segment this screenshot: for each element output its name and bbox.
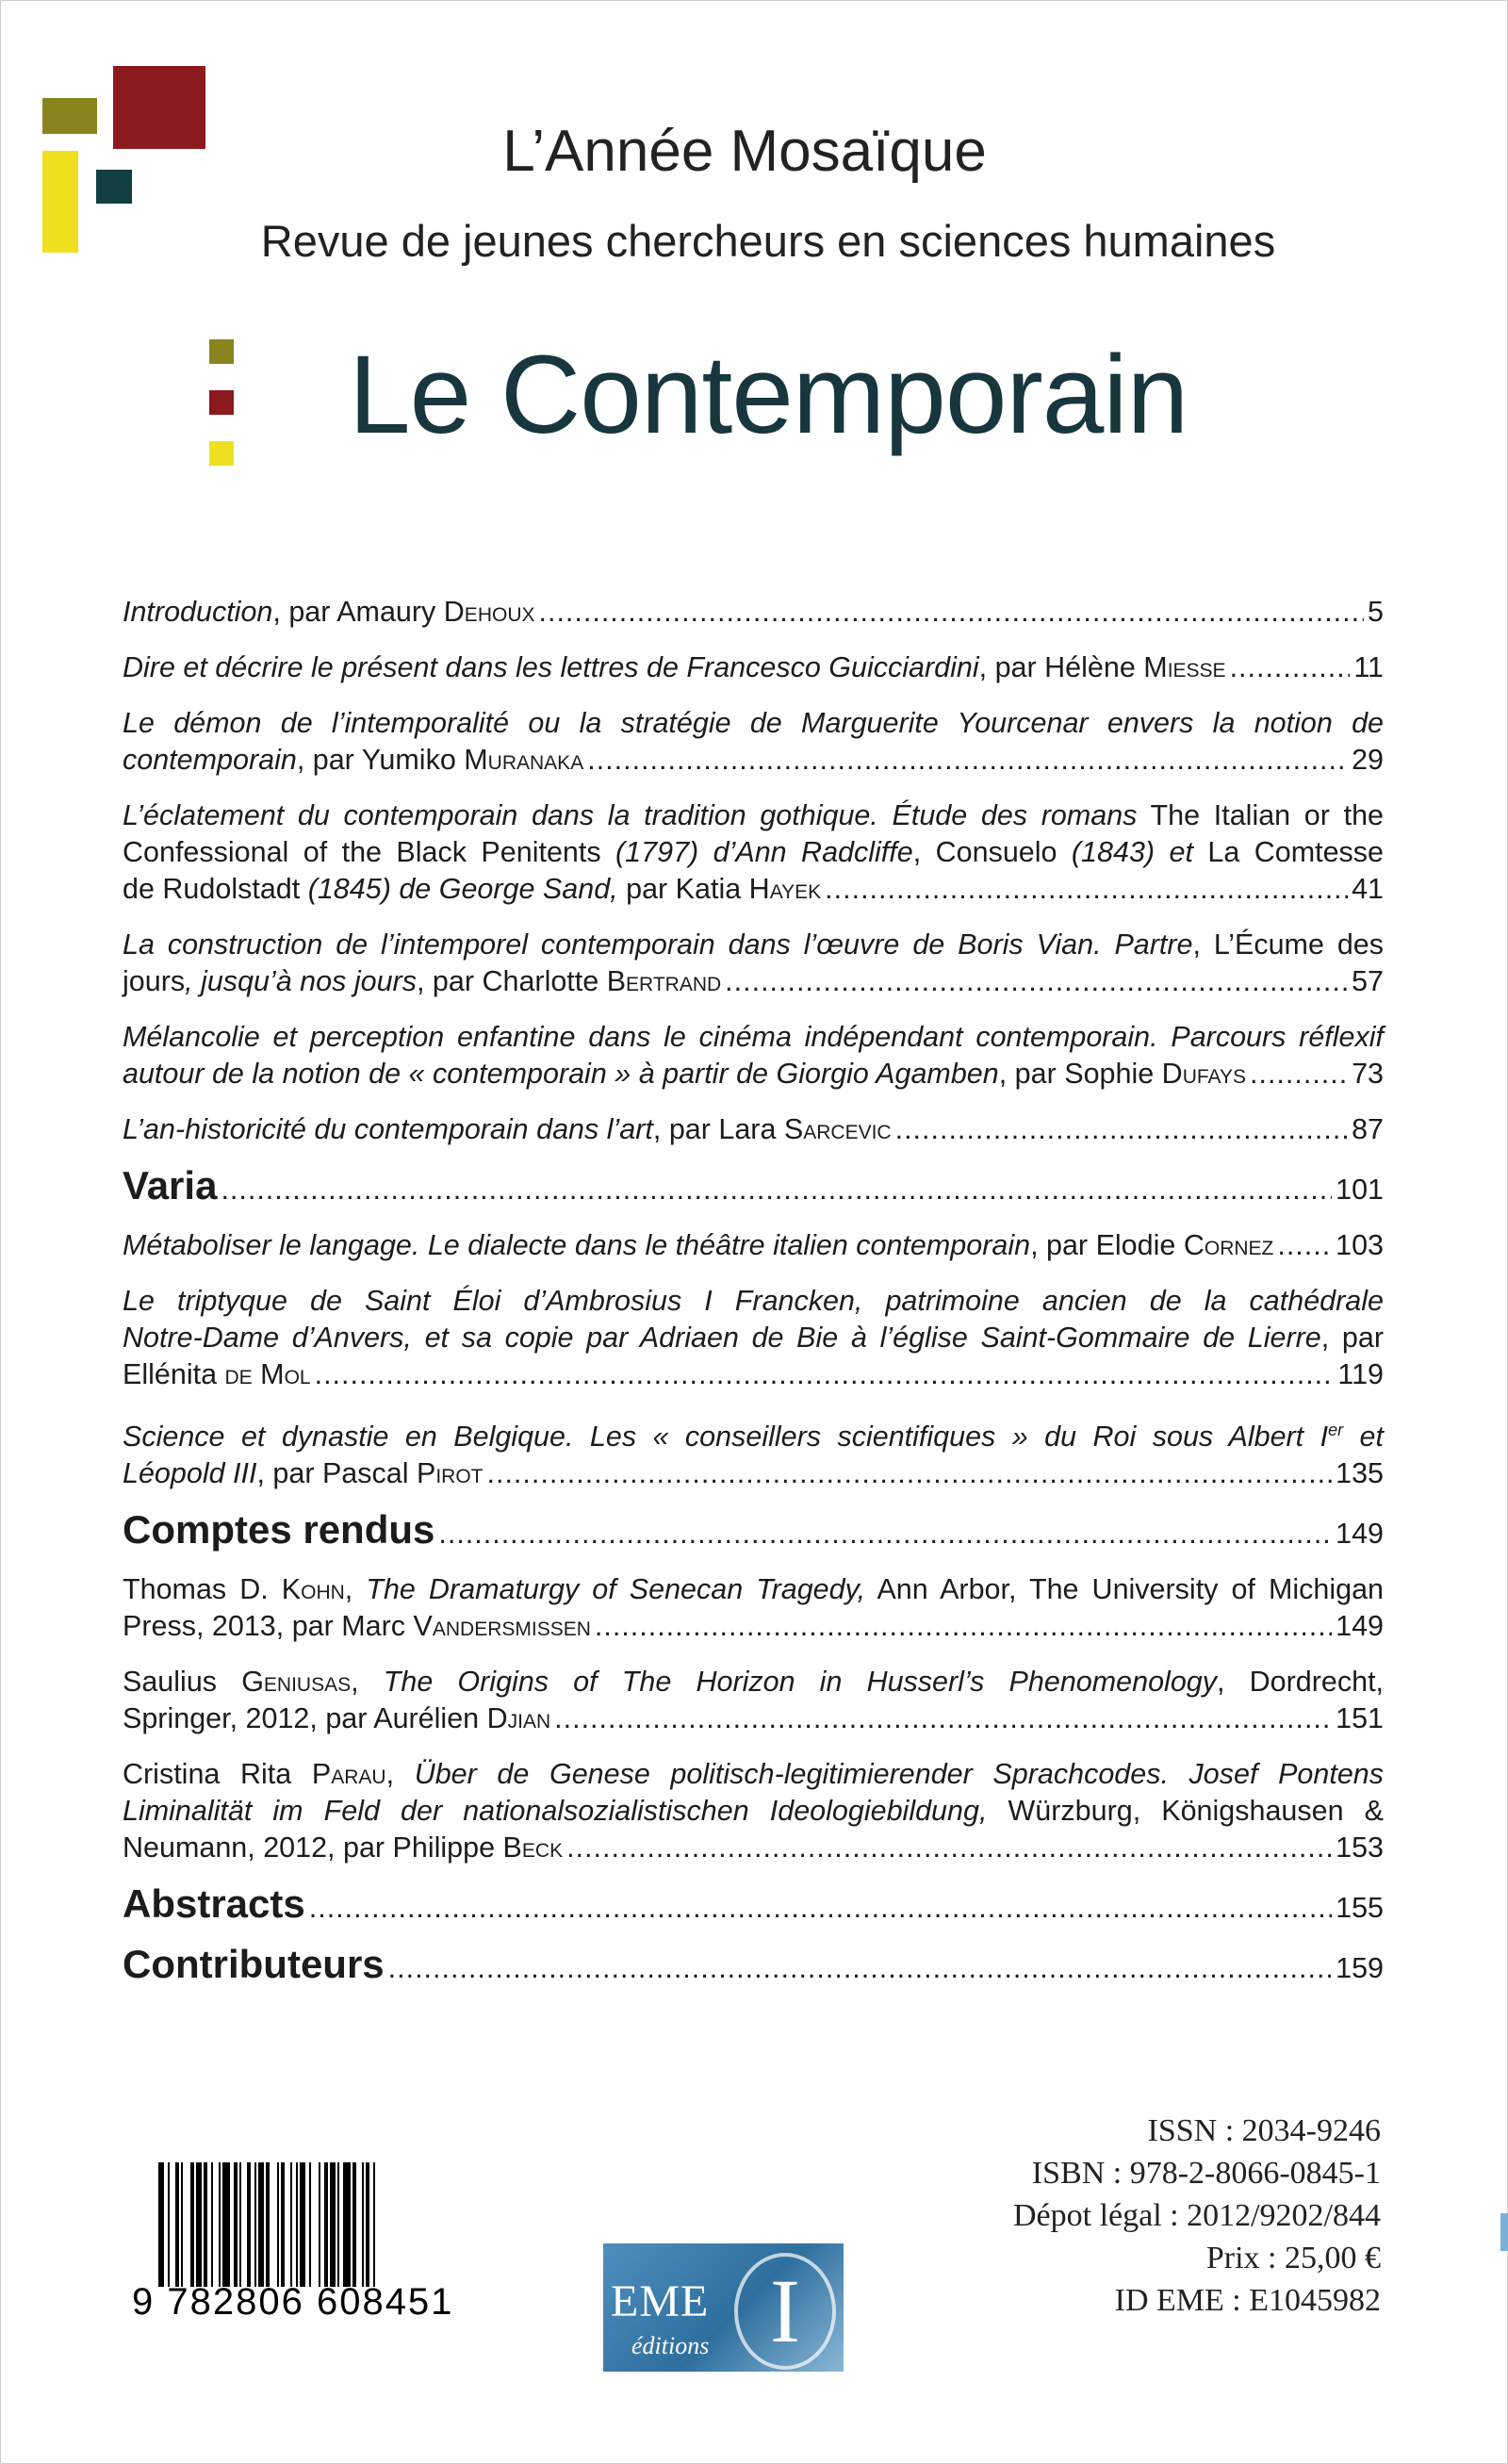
logo-square-yellow	[42, 151, 78, 253]
page-number: 135	[1336, 1457, 1384, 1490]
toc-entry: L’éclatement du contemporain dans la tradition gothique. Étude des romans The Italian or the Confessional of the Black Penitents (1797) d’Ann Radcliffe, Consuelo (1843) et La Comtesse de Rudolstadt (1845) de George Sand, par Katia Hayek ..... 41	[123, 797, 1384, 908]
toc-section-abstracts: Abstracts ..... 155	[123, 1885, 1384, 1927]
toc-entry: Le démon de l’intemporalité ou la stratégie de Marguerite Yourcenar envers la notion de contemporain, par Yumiko Muranaka ..... 29	[123, 705, 1384, 779]
toc-entry: Introduction, par Amaury Dehoux ..... 5	[123, 594, 1384, 631]
journal-subtitle: Revue de jeunes chercheurs en sciences humaines	[260, 216, 1276, 266]
toc-section-comptes-rendus: Comptes rendus ..... 149	[123, 1511, 1384, 1552]
toc-entry: Le triptyque de Saint Éloi d’Ambrosius I Francken, patrimoine ancien de la cathédrale Notre-Dame d’Anvers, et sa copie par Adriaen de Bie à l’église Saint-Gommaire de Lierre, par Ellénita de Mol ..... 119	[123, 1283, 1384, 1393]
legal-deposit: Dépot légal : 2012/9202/844	[1012, 2198, 1381, 2233]
issn: ISSN : 2034-9246	[1147, 2113, 1381, 2148]
page-number: 119	[1337, 1358, 1384, 1390]
bullet-olive	[209, 339, 234, 364]
bullet-maroon	[209, 390, 234, 415]
edge-marker	[1500, 2213, 1508, 2251]
publisher-name: EME	[611, 2276, 710, 2326]
journal-name: L’Année Mosaïque	[502, 119, 987, 184]
barcode-bars	[158, 2162, 460, 2287]
toc-entry: Dire et décrire le présent dans les lettres de Francesco Guicciardini, par Hélène Miesse ..... 11	[123, 649, 1384, 686]
toc-entry: Saulius Geniusas, The Origins of The Horizon in Husserl’s Phenomenology, Dordrecht, Springer, 2012, par Aurélien Djian ..... 151	[123, 1664, 1384, 1737]
toc-entry: Métaboliser le langage. Le dialecte dans le théâtre italien contemporain, par Elodie Cornez ..... 103	[123, 1227, 1384, 1264]
page-number: 153	[1336, 1832, 1384, 1864]
toc-entry: L’an-historicité du contemporain dans l’art, par Lara Sarcevic ..... 87	[123, 1111, 1384, 1148]
barcode-number: 9 782806 608451	[132, 2281, 454, 2323]
page-number: 151	[1336, 1702, 1384, 1735]
page-number: 57	[1352, 965, 1384, 997]
logo-square-teal	[96, 170, 132, 204]
page-number: 155	[1336, 1892, 1384, 1925]
page-number: 149	[1336, 1610, 1384, 1643]
price: Prix : 25,00 €	[1205, 2241, 1381, 2275]
page-number: 5	[1368, 596, 1384, 628]
toc-section-contributeurs: Contributeurs ..... 159	[123, 1946, 1384, 1987]
page-number: 11	[1353, 651, 1384, 683]
toc-entry: Cristina Rita Parau, Über de Genese politisch-legitimierender Sprachcodes. Josef Pontens Liminalität im Feld der nationalsozialistischen Ideologiebildung, Würzburg, Königshausen & Neumann, 2012, par Philippe Beck ..... 153	[123, 1756, 1384, 1866]
bullet-yellow	[209, 441, 234, 466]
publisher-sub: éditions	[631, 2332, 710, 2359]
publisher-emblem-icon: I	[734, 2253, 836, 2370]
page-number: 149	[1336, 1518, 1384, 1551]
page-number: 101	[1336, 1174, 1384, 1206]
barcode	[132, 2159, 471, 2328]
table-of-contents	[123, 594, 1384, 2006]
logo-square-olive	[42, 98, 97, 134]
toc-entry: La construction de l’intemporel contemporain dans l’œuvre de Boris Vian. Partre, L’Écume des jours, jusqu’à nos jours, par Charlotte Bertrand ..... 57	[123, 927, 1384, 1000]
isbn: ISBN : 978-2-8066-0845-1	[1031, 2156, 1381, 2191]
page-number: 29	[1352, 744, 1384, 776]
toc-entry: Mélancolie et perception enfantine dans le cinéma indépendant contemporain. Parcours réflexif autour de la notion de « contemporain » à partir de Giorgio Agamben, par Sophie Dufays ..... 73	[123, 1019, 1384, 1092]
toc-entry: Science et dynastie en Belgique. Les « conseillers scientifiques » du Roi sous Albert Ier et Léopold III, par Pascal Pirot ..... 135	[123, 1412, 1384, 1492]
page-number: 159	[1336, 1952, 1384, 1985]
page-number: 41	[1352, 873, 1384, 905]
toc-section-varia: Varia ..... 101	[123, 1167, 1384, 1208]
toc-entry: Thomas D. Kohn, The Dramaturgy of Senecan Tragedy, Ann Arbor, The University of Michigan Press, 2013, par Marc Vandersmissen ..... 149	[123, 1571, 1384, 1645]
page-number: 87	[1352, 1113, 1384, 1145]
publisher-logo	[603, 2243, 844, 2372]
page-number: 103	[1336, 1229, 1384, 1261]
eme-id: ID EME : E1045982	[1114, 2283, 1381, 2318]
issue-title: Le Contemporain	[349, 333, 1188, 457]
page-number: 73	[1352, 1058, 1384, 1090]
bibliographic-info	[853, 2110, 1381, 2322]
